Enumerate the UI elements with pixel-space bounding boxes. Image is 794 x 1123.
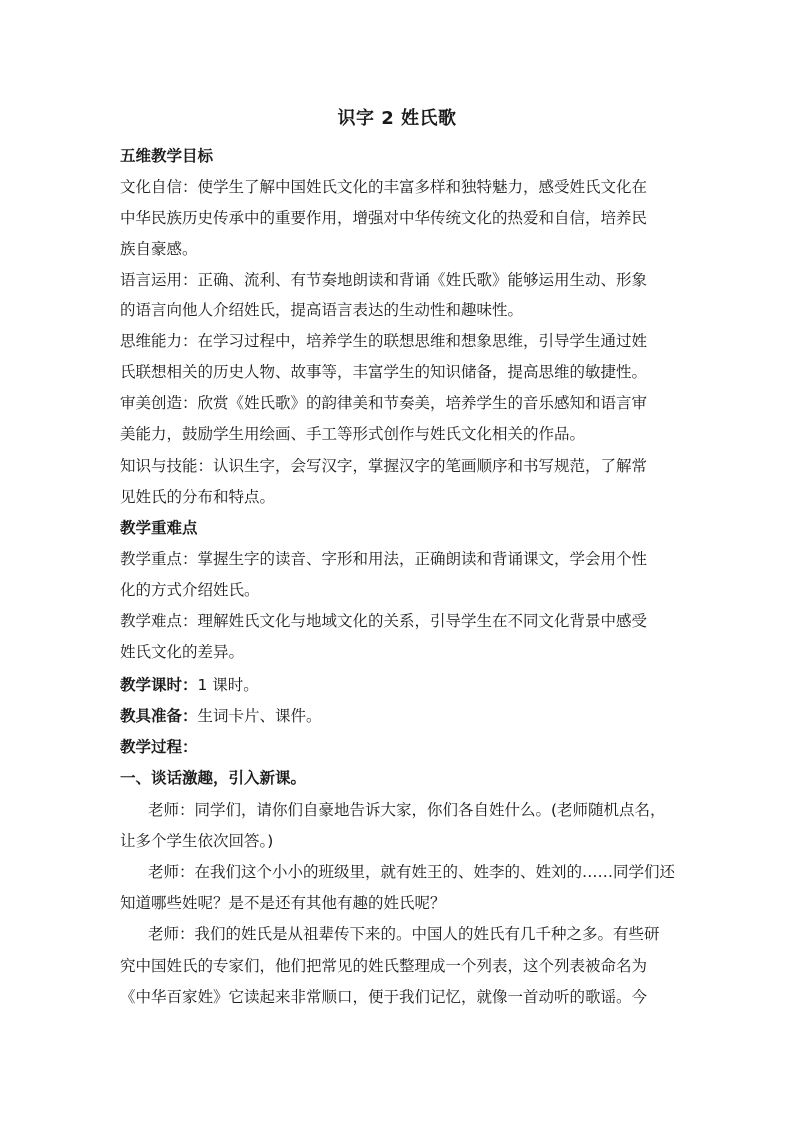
objectives-heading: 五维教学目标: [120, 147, 214, 165]
process-line: 老师：在我们这个小小的班级里，就有姓王的、姓李的、姓刘的……同学们还: [148, 863, 676, 881]
key-point-line: 姓氏文化的差异。: [120, 643, 245, 661]
objective-line: 思维能力：在学习过程中，培养学生的联想思维和想象思维，引导学生通过姓: [120, 332, 648, 350]
objective-line: 氏联想相关的历史人物、故事等，丰富学生的知识储备，提高思维的敏捷性。: [120, 363, 648, 381]
process-line: 知道哪些姓呢？是不是还有其他有趣的姓氏呢？: [120, 894, 446, 912]
objective-line: 的语言向他人介绍姓氏，提高语言表达的生动性和趣味性。: [120, 301, 524, 319]
objective-line: 见姓氏的分布和特点。: [120, 488, 276, 506]
tools-row: [120, 706, 322, 726]
section1-heading: 一、谈话激趣，引入新课。: [120, 769, 307, 787]
objective-line: 知识与技能：认识生字，会写汉字，掌握汉字的笔画顺序和书写规范，了解常: [120, 457, 648, 475]
objective-line: 美能力，鼓励学生用绘画、手工等形式创作与姓氏文化相关的作品。: [120, 425, 586, 443]
hours-value: 1 课时。: [197, 676, 259, 694]
hours-label: 教学课时：: [120, 676, 198, 694]
process-line: 老师：同学们，请你们自豪地告诉大家，你们各自姓什么。(老师随机点名，: [148, 801, 666, 819]
key-point-line: 教学重点：掌握生字的读音、字形和用法，正确朗读和背诵课文，学会用个性: [120, 550, 648, 568]
process-line: 究中国姓氏的专家们，他们把常见的姓氏整理成一个列表，这个列表被命名为: [120, 957, 648, 975]
objective-line: 审美创造：欣赏《姓氏歌》的韵律美和节奏美，培养学生的音乐感知和语言审: [120, 394, 648, 412]
key-point-line: 教学难点：理解姓氏文化与地域文化的关系，引导学生在不同文化背景中感受: [120, 612, 648, 630]
process-line: 《中华百家姓》它读起来非常顺口，便于我们记忆，就像一首动听的歌谣。今: [120, 988, 648, 1006]
process-line: 老师：我们的姓氏是从祖辈传下来的。中国人的姓氏有几千种之多。有些研: [148, 925, 660, 943]
page-title: 识字 2 姓氏歌: [337, 108, 457, 129]
objective-line: 语言运用：正确、流利、有节奏地朗读和背诵《姓氏歌》能够运用生动、形象: [120, 271, 648, 289]
process-line: 让多个学生依次回答。): [120, 832, 274, 850]
process-heading: 教学过程：: [120, 738, 198, 756]
key-point-line: 化的方式介绍姓氏。: [120, 581, 260, 599]
objective-line: 中华民族历史传承中的重要作用，增强对中华传统文化的热爱和自信，培养民: [120, 209, 648, 227]
tools-label: 教具准备：: [120, 707, 198, 725]
tools-value: 生词卡片、课件。: [197, 707, 322, 725]
objective-line: 族自豪感。: [120, 240, 198, 258]
key-points-heading: 教学重难点: [120, 519, 198, 537]
hours-row: [120, 675, 259, 695]
objective-line: 文化自信：使学生了解中国姓氏文化的丰富多样和独特魅力，感受姓氏文化在: [120, 178, 648, 196]
